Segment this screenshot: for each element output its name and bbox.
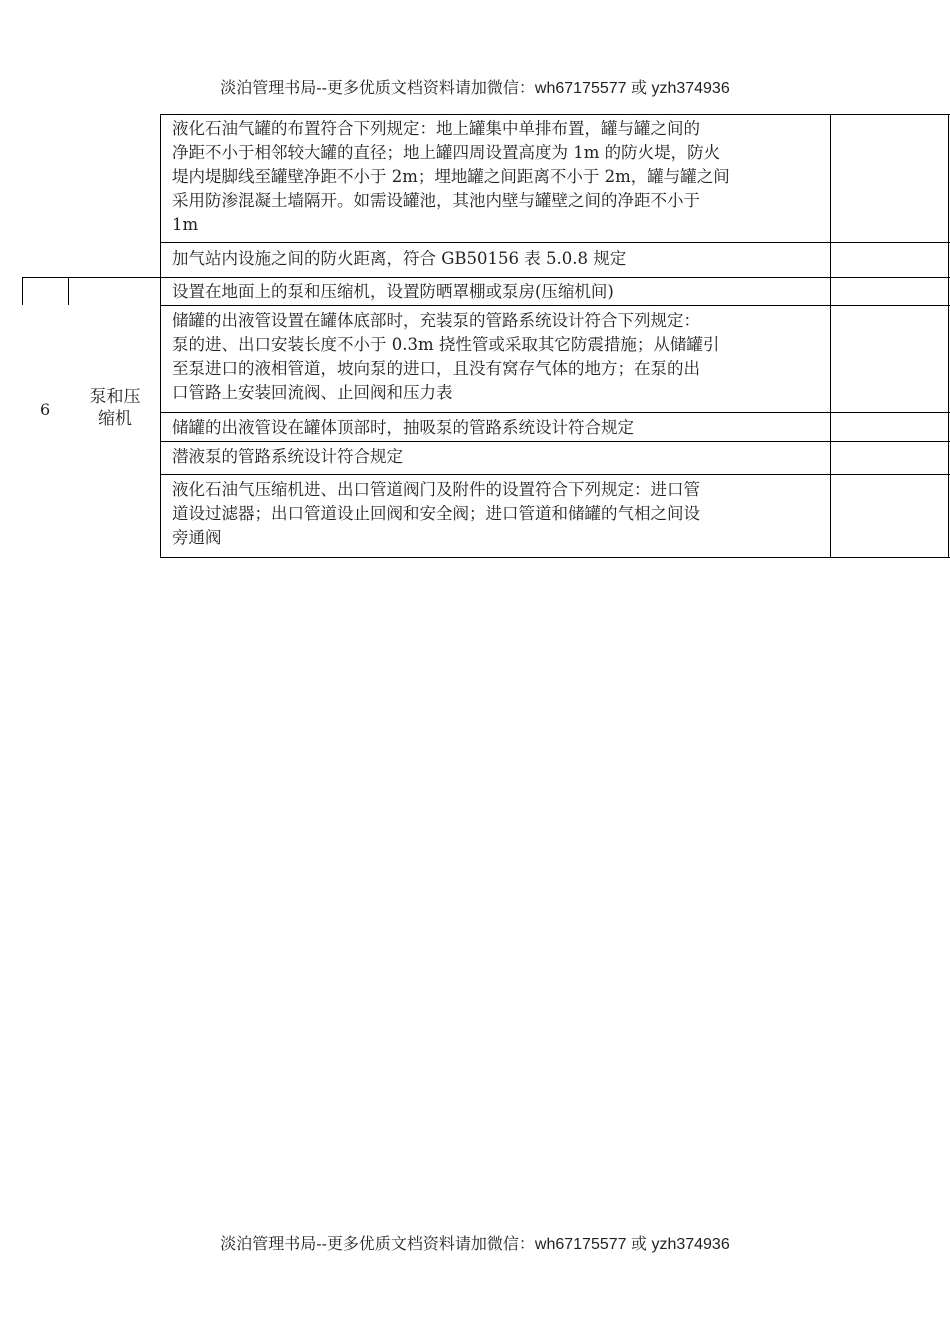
requirement-line: 储罐的出液管设置在罐体底部时，充装泵的管路系统设计符合下列规定： bbox=[172, 311, 700, 330]
requirement-line: 净距不小于相邻较大罐的直径；地上罐四周设置高度为 1m 的防火堤，防火 bbox=[172, 143, 721, 162]
category-label bbox=[80, 386, 150, 430]
requirement-line: 加气站内设施之间的防火距离，符合 GB50156 表 5.0.8 规定 bbox=[172, 249, 627, 268]
row-divider bbox=[160, 242, 950, 243]
requirement-line: 储罐的出液管设在罐体顶部时，抽吸泵的管路系统设计符合规定 bbox=[172, 418, 634, 437]
requirement-line: 1m bbox=[172, 215, 199, 234]
column-divider bbox=[830, 114, 831, 558]
requirement-line: 口管路上安装回流阀、止回阀和压力表 bbox=[172, 383, 453, 402]
requirement-line: 泵的进、出口安装长度不小于 0.3m 挠性管或采取其它防震措施；从储罐引 bbox=[172, 335, 720, 354]
requirement-cell bbox=[172, 445, 403, 469]
requirement-line: 潜液泵的管路系统设计符合规定 bbox=[172, 447, 403, 466]
table-border-right bbox=[948, 114, 949, 558]
column-divider bbox=[68, 277, 69, 305]
row-divider bbox=[22, 277, 950, 278]
category-line: 泵和压 bbox=[89, 387, 141, 406]
table-border-top bbox=[160, 114, 950, 115]
requirement-line: 设置在地面上的泵和压缩机，设置防晒罩棚或泵房(压缩机间) bbox=[172, 282, 614, 301]
requirement-cell bbox=[172, 280, 614, 304]
requirement-line: 旁通阀 bbox=[172, 528, 222, 547]
page-footer: 淡泊管理书局--更多优质文档资料请加微信：wh67175577 或 yzh374936 bbox=[220, 1236, 730, 1253]
requirement-line: 堤内堤脚线至罐壁净距不小于 2m；埋地罐之间距离不小于 2m，罐与罐之间 bbox=[172, 167, 730, 186]
category-line: 缩机 bbox=[98, 409, 132, 428]
requirement-line: 液化石油气罐的布置符合下列规定：地上罐集中单排布置，罐与罐之间的 bbox=[172, 119, 700, 138]
requirement-cell bbox=[172, 416, 634, 440]
column-divider bbox=[160, 114, 161, 558]
requirement-line: 道设过滤器；出口管道设止回阀和安全阀；进口管道和储罐的气相之间设 bbox=[172, 504, 700, 523]
row-number: 6 bbox=[40, 400, 51, 419]
row-divider bbox=[160, 305, 950, 306]
requirement-cell bbox=[172, 247, 626, 271]
column-divider bbox=[22, 277, 23, 305]
row-divider bbox=[160, 412, 950, 413]
row-divider bbox=[160, 474, 950, 475]
requirement-line: 至泵进口的液相管道，坡向泵的进口，且没有窝存气体的地方；在泵的出 bbox=[172, 359, 700, 378]
requirement-cell bbox=[172, 478, 700, 550]
requirement-cell bbox=[172, 117, 730, 237]
table-border-bottom bbox=[160, 557, 950, 558]
requirement-cell bbox=[172, 309, 719, 405]
requirement-line: 采用防渗混凝土墙隔开。如需设罐池，其池内壁与罐壁之间的净距不小于 bbox=[172, 191, 700, 210]
page-header: 淡泊管理书局--更多优质文档资料请加微信：wh67175577 或 yzh374936 bbox=[220, 80, 730, 97]
row-divider bbox=[160, 441, 950, 442]
requirement-line: 液化石油气压缩机进、出口管道阀门及附件的设置符合下列规定：进口管 bbox=[172, 480, 700, 499]
